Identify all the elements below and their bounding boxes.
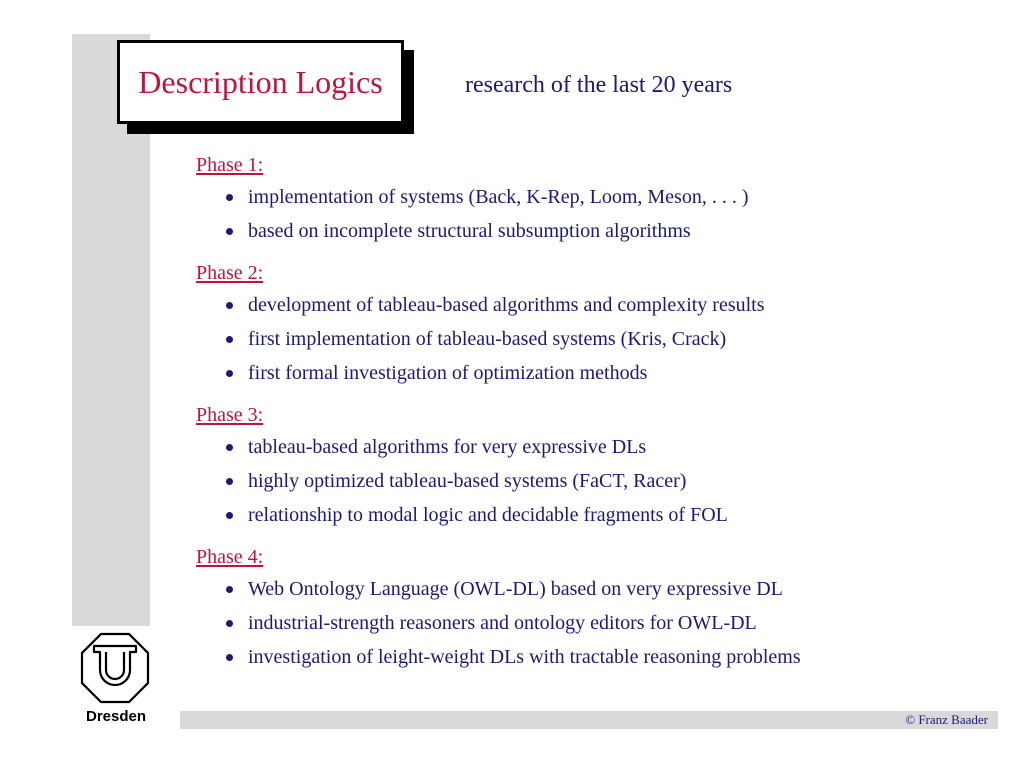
list-item-text: first formal investigation of optimization methods xyxy=(248,362,648,384)
list-item xyxy=(196,572,996,606)
list-item-text: Web Ontology Language (OWL-DL) based on very expressive DL xyxy=(248,578,783,600)
bullet-icon xyxy=(226,444,233,451)
tu-dresden-logo-icon xyxy=(80,632,150,704)
phase-items xyxy=(196,572,996,674)
phase-items xyxy=(196,180,996,248)
list-item-text: first implementation of tableau-based systems (Kris, Crack) xyxy=(248,328,727,350)
logo-label: Dresden xyxy=(85,708,147,725)
phase-items xyxy=(196,430,996,532)
list-item xyxy=(196,288,996,322)
slide-subtitle: research of the last 20 years xyxy=(465,72,733,98)
bullet-icon xyxy=(226,302,233,309)
list-item xyxy=(196,180,996,214)
bullet-icon xyxy=(226,512,233,519)
bullet-icon xyxy=(226,478,233,485)
phase-4 xyxy=(196,542,996,674)
list-item-text: relationship to modal logic and decidable fragments of FOL xyxy=(248,504,728,526)
phase-heading: Phase 2: xyxy=(196,262,264,284)
bullet-icon xyxy=(226,620,233,627)
phase-3 xyxy=(196,400,996,532)
list-item xyxy=(196,464,996,498)
phase-items xyxy=(196,288,996,390)
list-item xyxy=(196,498,996,532)
footer-bar xyxy=(180,711,998,729)
bullet-icon xyxy=(226,194,233,201)
list-item xyxy=(196,606,996,640)
list-item xyxy=(196,214,996,248)
copyright-text: © Franz Baader xyxy=(905,712,988,727)
phase-heading: Phase 1: xyxy=(196,154,264,176)
list-item xyxy=(196,640,996,674)
bullet-icon xyxy=(226,336,233,343)
list-item-text: tableau-based algorithms for very expressive DLs xyxy=(248,436,647,458)
bullet-icon xyxy=(226,370,233,377)
phase-list xyxy=(196,150,996,684)
title-box xyxy=(117,40,404,124)
phase-2 xyxy=(196,258,996,390)
phase-1 xyxy=(196,150,996,248)
list-item-text: implementation of systems (Back, K-Rep, Loom, Meson, . . . ) xyxy=(248,186,749,208)
list-item-text: highly optimized tableau-based systems (FaCT, Racer) xyxy=(248,470,687,492)
slide-title: Description Logics xyxy=(138,63,383,100)
bullet-icon xyxy=(226,228,233,235)
list-item xyxy=(196,356,996,390)
bullet-icon xyxy=(226,654,233,661)
bullet-icon xyxy=(226,586,233,593)
list-item-text: development of tableau-based algorithms and complexity results xyxy=(248,294,765,316)
list-item-text: industrial-strength reasoners and ontology editors for OWL-DL xyxy=(248,612,757,634)
list-item xyxy=(196,322,996,356)
list-item xyxy=(196,430,996,464)
phase-heading: Phase 3: xyxy=(196,404,264,426)
phase-heading: Phase 4: xyxy=(196,546,264,568)
list-item-text: investigation of leight-weight DLs with tractable reasoning problems xyxy=(248,646,801,668)
list-item-text: based on incomplete structural subsumption algorithms xyxy=(248,220,691,242)
